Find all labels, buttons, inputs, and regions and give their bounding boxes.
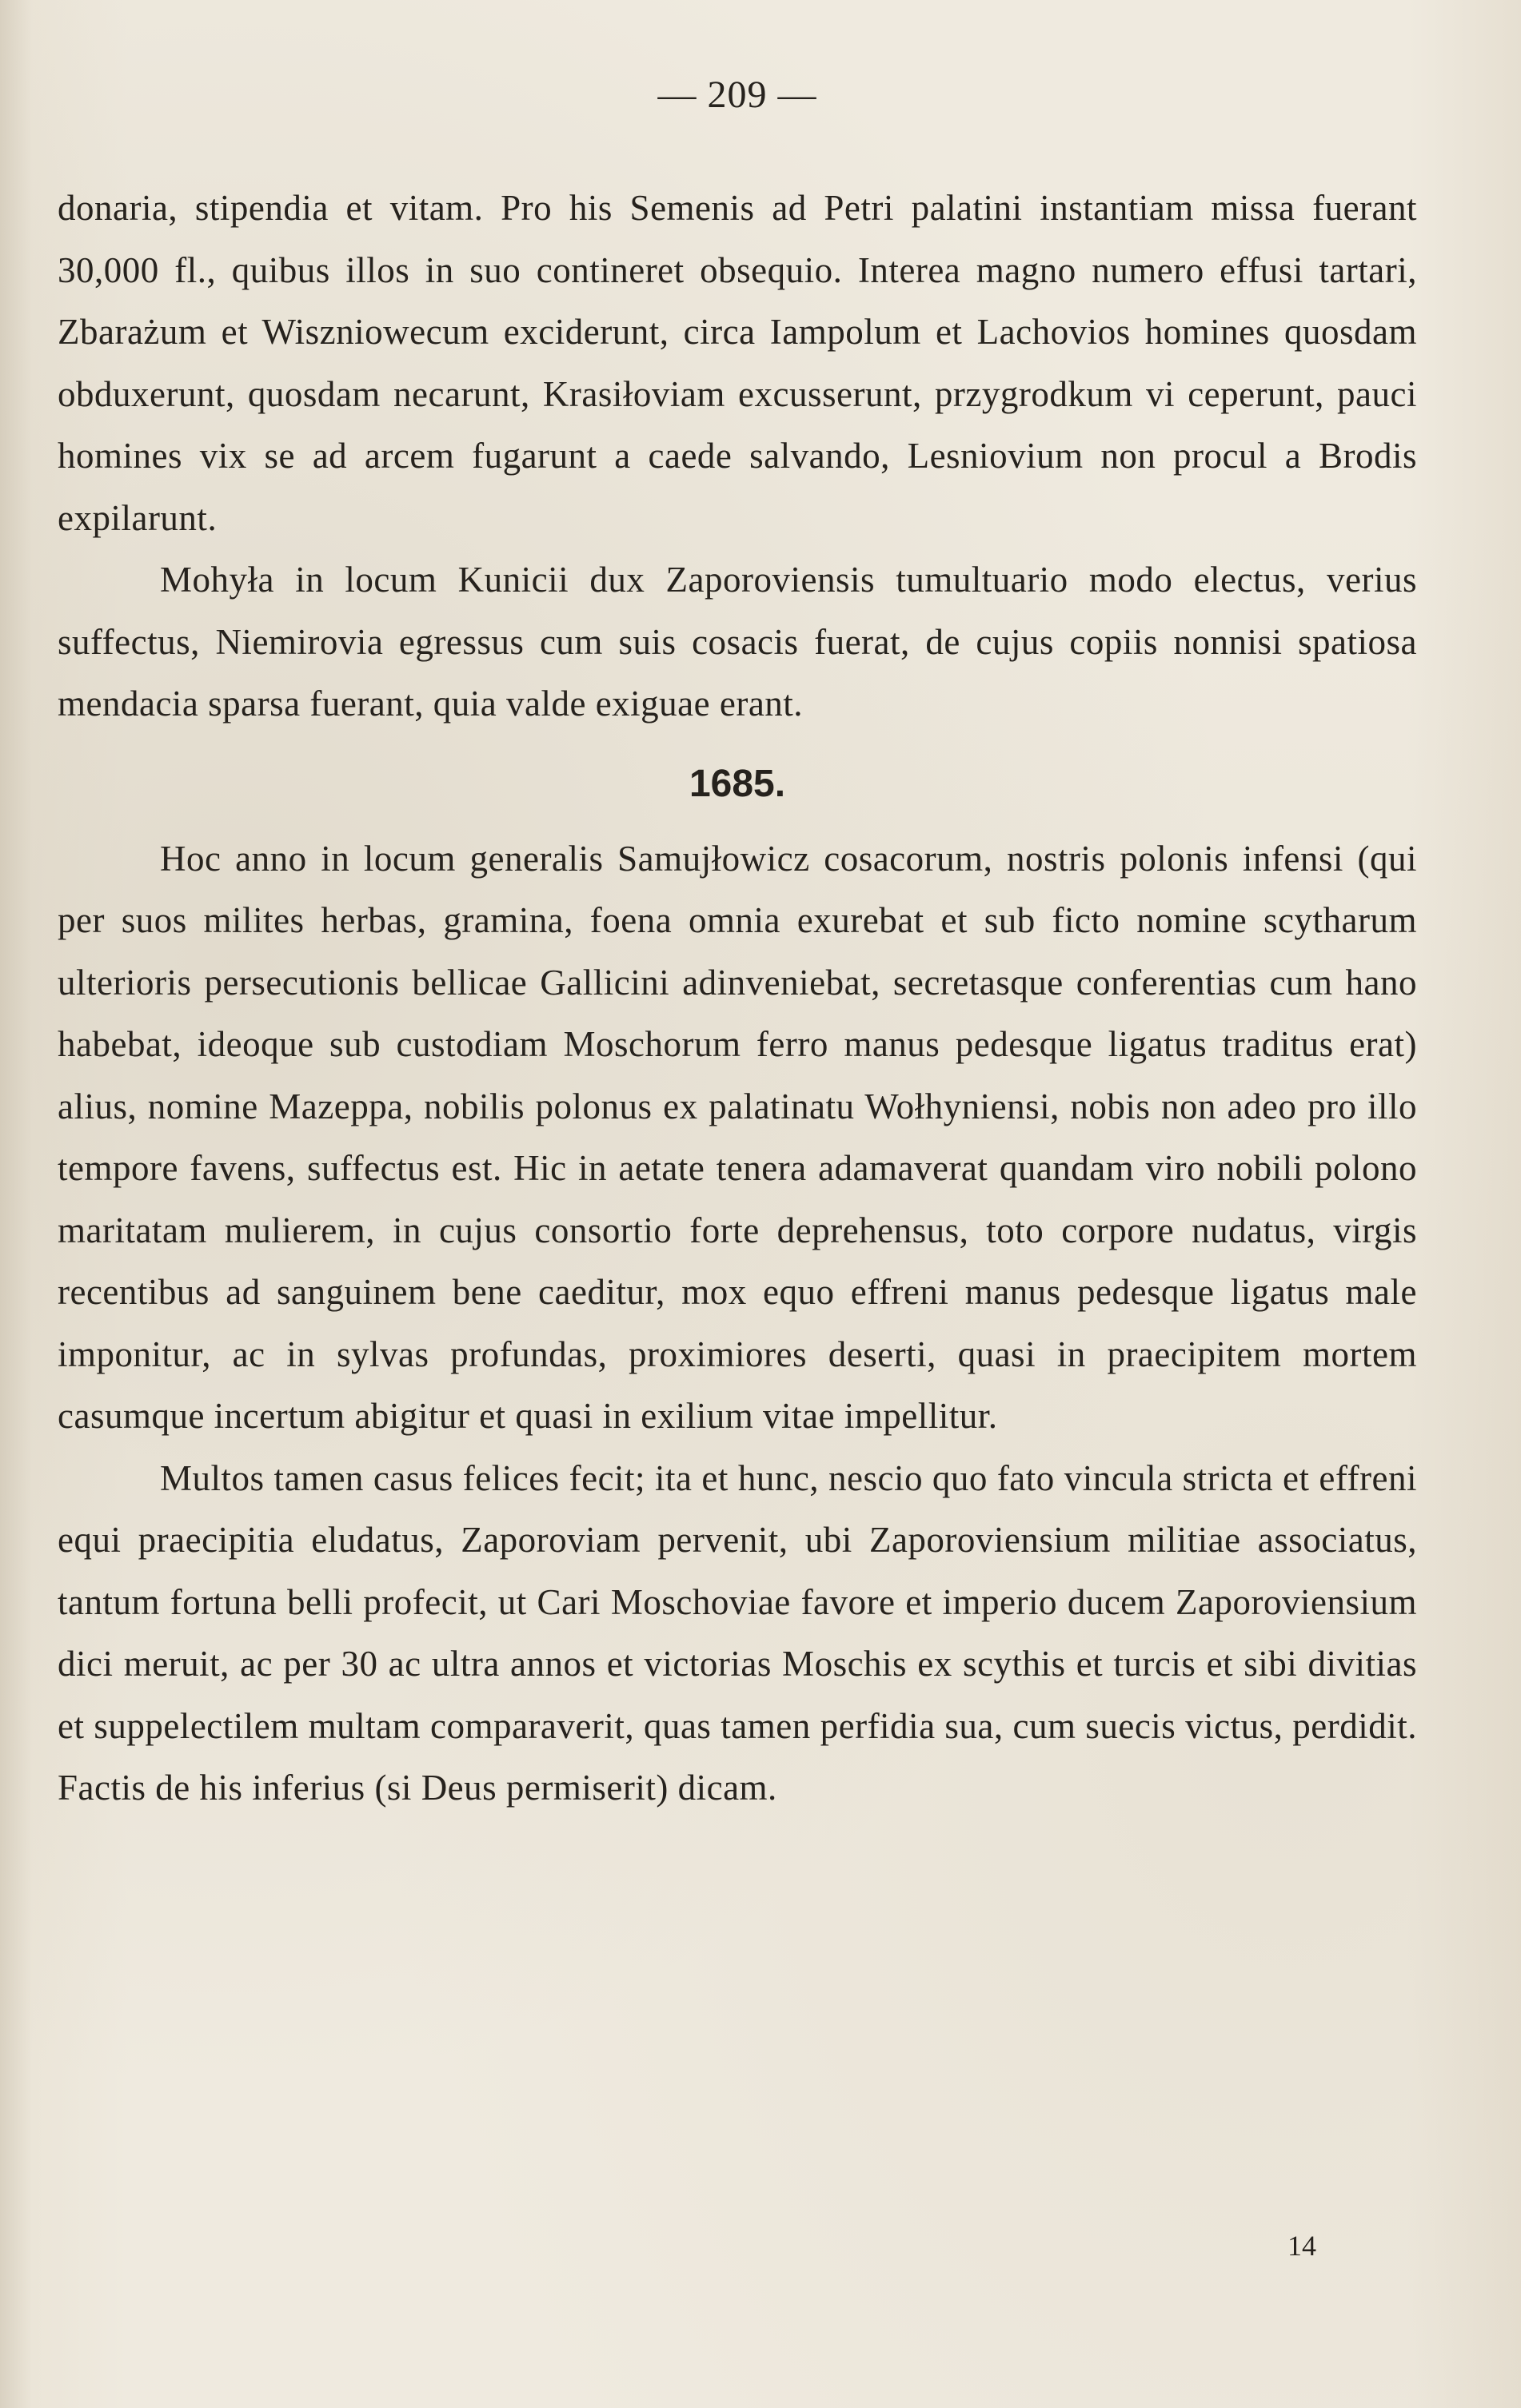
paragraph-fortune: Multos tamen casus felices fecit; ita et hunc, nescio quo fato vincula stricta et effreni equi praecipitia eludatus, Zaporoviam pervenit, ubi Zaporoviensium militiae associatus, tantum fortuna belli profecit, ut Cari Moschoviae favore et imperio ducem Zaporoviensium dici meruit, ac per 30 ac ultra annos et victorias Moschis ex scythis et turcis et sibi divitias et suppelectilem multam comparaverit, quas tamen perfidia sua, cum suecis victus, perdidit. Factis de his inferius (si Deus permiserit) dicam. — [58, 1457, 1417, 1808]
paragraph-mohyla: Mohyła in locum Kunicii dux Zaporoviensis tumultuario modo electus, verius suffectus, Niemirovia egressus cum suis cosacis fuerat, de cujus copiis nonnisi spatiosa mendacia sparsa fuerant, quia valde exiguae erant. — [58, 560, 1417, 724]
year-heading: 1685. — [689, 762, 786, 805]
paragraph-continuation: donaria, stipendia et vitam. Pro his Semenis ad Petri palatini instantiam missa fuerant 30,000 fl., quibus illos in suo contineret obsequio. Interea magno numero effusi tartari, Zbarażum et Wiszniowecum exciderunt, circa Iampolum et Lachovios homines quosdam obduxerunt, quosdam necarunt, Krasiłoviam excusserunt, przygrodkum vi ceperunt, pauci homines vix se ad arcem fugarunt a caede salvando, Lesniovium non procul a Brodis expilarunt. — [58, 188, 1417, 538]
page-number: — 209 — — [657, 74, 817, 116]
page-text-block — [58, 64, 1417, 1820]
paragraph-mazeppa: Hoc anno in locum generalis Samujłowicz cosacorum, nostris polonis infensi (qui per suos milites herbas, gramina, foena omnia exurebat et sub ficto nomine scytharum ulterioris persecutionis bellicae Gallicini adinveniebat, secretasque conferentias cum hano habebat, ideoque sub custodiam Moschorum ferro manus pedesque ligatus traditus erat) alius, nomine Mazeppa, nobilis polonus ex palatinatu Wołhyniensi, nobis non adeo pro illo tempore favens, suffectus est. Hic in aetate tenera adamaverat quandam viro nobili polono maritatam mulierem, in cujus consortio forte deprehensus, toto corpore nudatus, virgis recentibus ad sanguinem bene caeditur, mox equo effreni manus pedesque ligatus male imponitur, ac in sylvas profundas, proximiores deserti, quasi in praecipitem mortem casumque incertum abigitur et quasi in exilium vitae impellitur. — [58, 838, 1417, 1436]
printer-signature-mark: 14 — [1287, 2230, 1316, 2262]
